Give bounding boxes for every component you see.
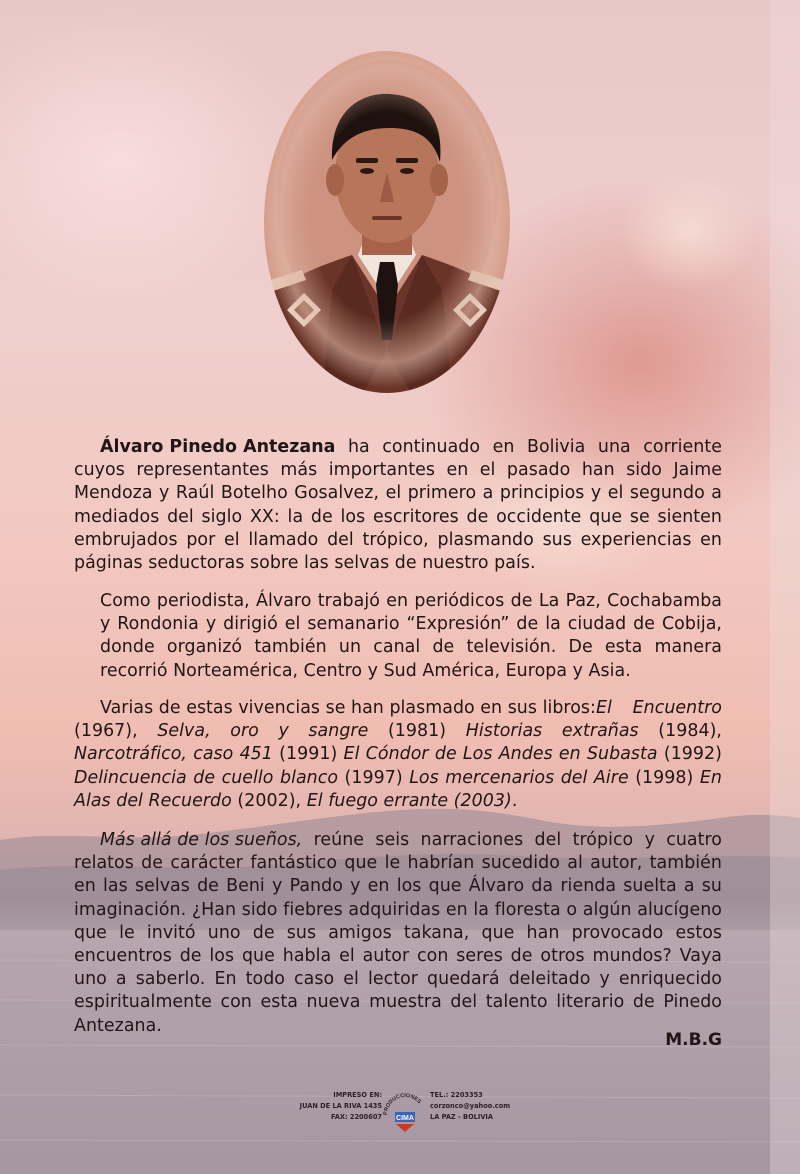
imprint-address: JUAN DE LA RIVA 1435 [299, 1102, 382, 1110]
book-title: Narcotráfico, caso 451 [74, 744, 273, 765]
book-year: (2002), [231, 790, 307, 811]
printer-imprint [270, 1090, 540, 1138]
book-year: (1992) [657, 744, 722, 765]
book-year: (1984), [638, 721, 722, 742]
logo-arc-text: PRODUCCIONES [382, 1092, 423, 1116]
portrait-photo [262, 50, 512, 395]
book-year: (1967), [74, 721, 158, 742]
imprint-city: LA PAZ - BOLIVIA [430, 1113, 493, 1121]
book-title: Historias extrañas [465, 721, 639, 742]
book-year: (1991) [272, 744, 344, 765]
book-year: (1997) [338, 767, 410, 788]
book-title: Los mercenarios del Aire [409, 767, 629, 788]
book-title: El fuego errante (2003) [306, 790, 512, 811]
imprint-email: corzonco@yahoo.com [430, 1102, 511, 1110]
book-title: El Cóndor de Los Andes en Subasta [343, 744, 658, 765]
books-paragraph [74, 697, 722, 813]
imprint-label: IMPRESO EN: [333, 1091, 382, 1099]
book-title: En Alas del Recuerdo [74, 767, 722, 811]
book-year: (1998) [628, 767, 700, 788]
bio-paragraph-2-text: Como periodista, Álvaro trabajó en periódicos de La Paz, Cochabamba y Rondonia y dirigió el semanario “Expresión” de la ciudad de Cobija, donde organizó también un canal de televisión. De esta manera recorrió Norteamérica, Centro y Sud América, Europa y Asia. [100, 591, 722, 681]
book-title: Delincuencia de cuello blanco [74, 767, 339, 788]
book-year: (1981) [368, 721, 466, 742]
books-intro: Varias de estas vivencias se han plasmado en sus libros: [100, 698, 596, 718]
book-title: El Encuentro [595, 698, 722, 718]
bio-paragraph-2 [74, 590, 722, 683]
bio-paragraph-1-text: ha continuado en Bolivia una corriente cuyos representantes más importantes en el pasado han sido Jaime Mendoza y Raúl Botelho Gosalvez, el primero a principios y el segundo a mediados del siglo XX: la de los escritores de occidente que se sienten embrujados por el llamado del trópico, plasmando sus experiencias en páginas seductoras sobre las selvas de nuestro país. [74, 437, 722, 574]
book-main-title: Más allá de los sueños, [100, 830, 303, 850]
imprint-phone: TEL.: 2203353 [430, 1091, 483, 1099]
bio-paragraph-1 [74, 436, 722, 575]
spine-edge [770, 0, 800, 1174]
signature-initials: M.B.G [665, 1030, 722, 1050]
synopsis-text: reúne seis narraciones del trópico y cuatro relatos de carácter fantástico que le habrían sucedido al autor, también en las selvas de Beni y Pando y en los que Álvaro da rienda suelta a su imaginación. ¿Han sido fiebres adquiridas en la floresta o algún alucígeno que le invitó uno de sus amigos takana, que han provocado estos encuentros de los que habla el autor con seres de otros mundos? Vaya uno a saberlo. En todo caso el lector quedará deleitado y enriquecido espiritualmente con esta nueva muestra del talento literario de Pinedo Antezana. [74, 830, 722, 1036]
synopsis-paragraph [74, 829, 722, 1038]
book-title: Selva, oro y sangre [157, 721, 369, 742]
imprint-fax: FAX: 2200607 [331, 1113, 382, 1121]
logo-mark: CIMA [396, 1115, 414, 1122]
svg-text:PRODUCCIONES [383, 1093, 422, 1115]
cloud-glow [620, 170, 760, 290]
author-name: Álvaro Pinedo Antezana [100, 437, 336, 457]
books-end: . [511, 790, 518, 811]
publisher-logo [382, 1090, 428, 1136]
